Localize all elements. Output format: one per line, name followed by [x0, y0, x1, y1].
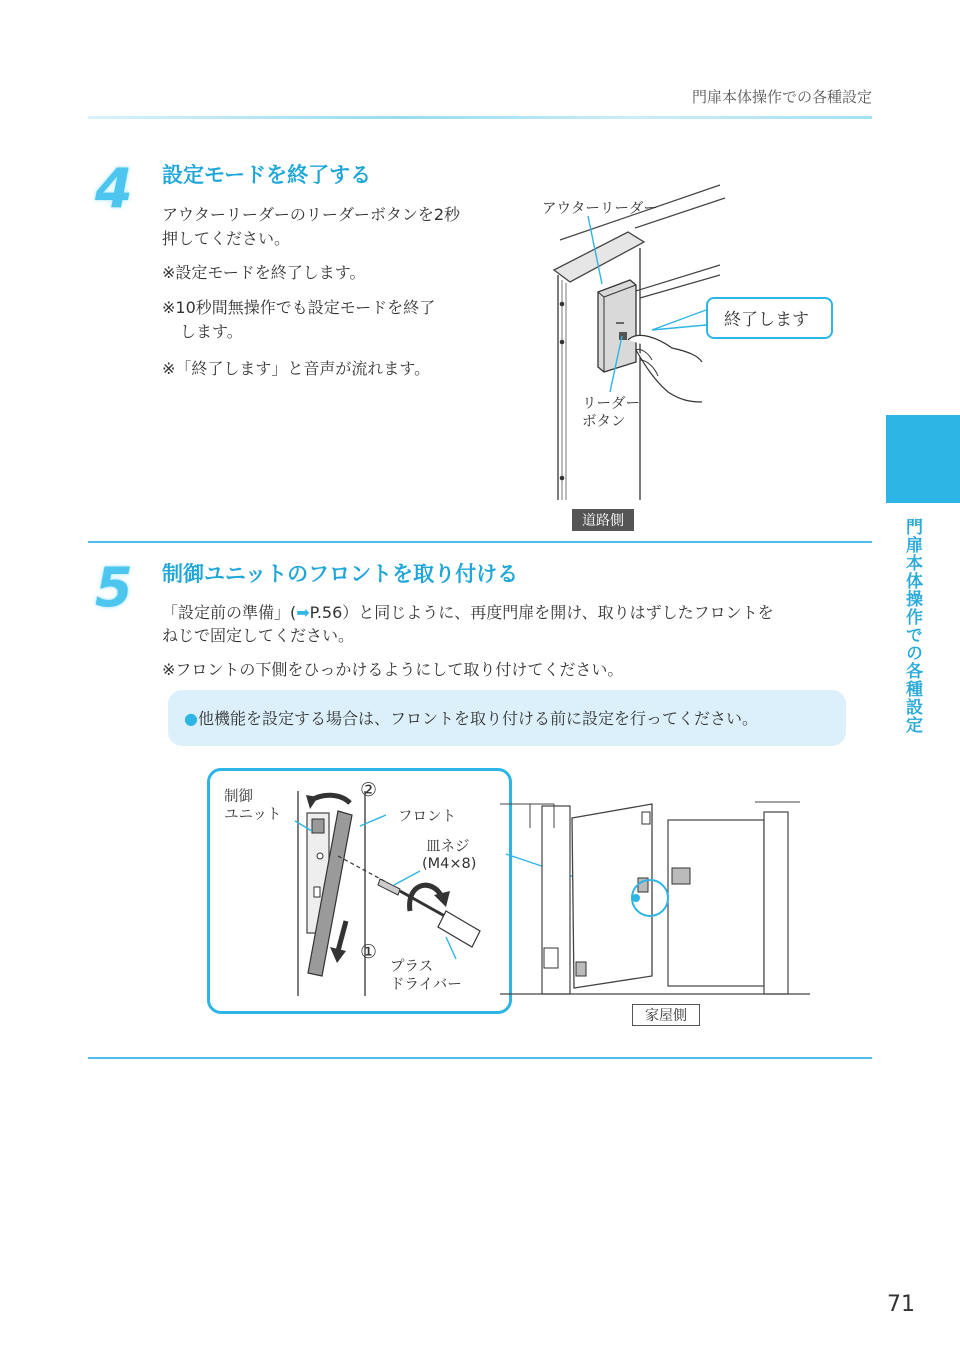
header-rule	[88, 116, 872, 119]
step-4-note-1: ※設定モードを終了します。	[162, 263, 366, 282]
page-ref-arrow-icon: ➡	[296, 603, 310, 622]
label-screw-line1: 皿ネジ	[426, 839, 470, 855]
label-control-unit-line2: ユニット	[224, 807, 282, 823]
bullet-dot-icon: ●	[184, 709, 198, 728]
step-5-body-part-a: 「設定前の準備」(	[162, 603, 297, 622]
tag-road-side: 道路側	[572, 509, 634, 531]
step-5-note: ※フロントの下側をひっかけるようにして取り付けてください。	[162, 660, 624, 679]
callout-finish-voice: 終了します	[706, 297, 833, 339]
step-5-body-part-b: P.56）と同じように、再度門扉を開け、取りはずしたフロントを	[309, 603, 774, 622]
label-driver-line2: ドライバー	[390, 977, 462, 993]
step-4-body-line1: アウターリーダーのリーダーボタンを2秒	[162, 205, 461, 224]
step-4-number: 4	[95, 157, 133, 220]
running-header: 門扉本体操作での各種設定	[691, 88, 872, 106]
gate-overview-illustration	[500, 798, 810, 1003]
label-outer-reader: アウターリーダー	[542, 201, 658, 217]
step-4-title: 設定モードを終了する	[162, 163, 372, 187]
step-5-title: 制御ユニットのフロントを取り付ける	[162, 562, 519, 586]
step-4-note-2-line1: ※10秒間無操作でも設定モードを終了	[162, 298, 436, 317]
label-control-unit-line1: 制御	[224, 789, 253, 805]
gate-reader-illustration	[540, 180, 770, 510]
step-circle-2: ②	[360, 779, 378, 801]
section-divider	[88, 541, 872, 543]
step-4-note-3: ※「終了します」と音声が流れます。	[162, 359, 431, 378]
info-text	[184, 706, 758, 729]
step-5-body-line1	[162, 601, 774, 625]
step-circle-1: ①	[360, 941, 378, 963]
info-text-content: 他機能を設定する場合は、フロントを取り付ける前に設定を行ってください。	[197, 709, 758, 728]
label-screw-line2: (M4×8)	[422, 856, 477, 872]
label-reader-button-line2: ボタン	[582, 414, 626, 430]
label-front: フロント	[398, 809, 456, 825]
tag-house-side: 家屋側	[632, 1004, 700, 1026]
section-end-divider	[88, 1057, 872, 1059]
step-5-body-line2: ねじで固定してください。	[162, 626, 355, 645]
side-tab-marker	[886, 415, 960, 503]
step-4-body-line2: 押してください。	[162, 229, 291, 248]
step-4-note-2-line2: します。	[180, 322, 243, 341]
page-number: 71	[887, 1292, 915, 1317]
label-driver-line1: プラス	[390, 959, 434, 975]
label-reader-button-line1: リーダー	[582, 396, 640, 412]
side-tab-label: 門扉本体操作での各種設定	[902, 518, 922, 734]
step-5-number: 5	[95, 556, 133, 619]
